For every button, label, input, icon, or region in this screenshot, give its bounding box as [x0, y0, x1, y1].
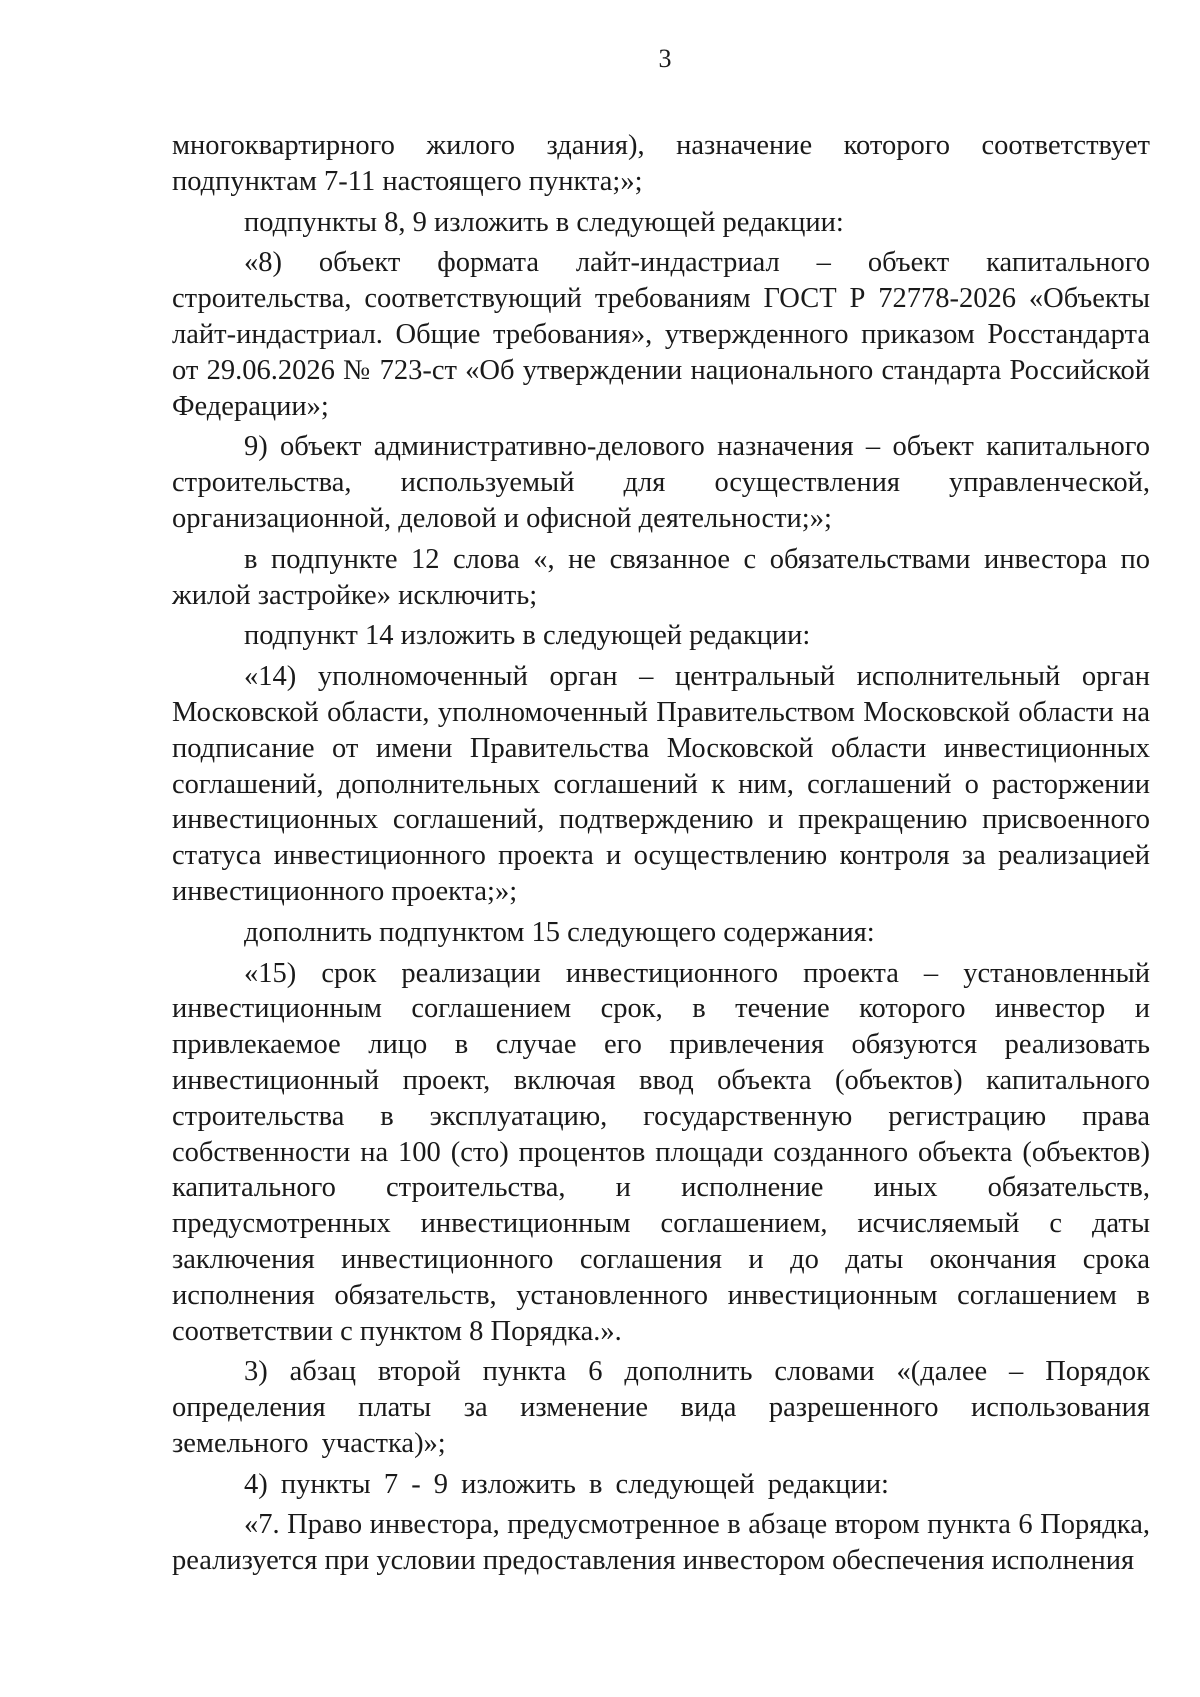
paragraph-subitem-8: «8) объект формата лайт-индастриал – объект капитального строительства, соответствующий требованиям ГОСТ Р 72778-2026 «Объекты лайт-индастриал. Общие требования», утвержденного приказом Росстандарта от 29.06.2026 № 723-ст «Об утверждении национального стандарта Российской Федерации»;: [172, 247, 1150, 422]
paragraph-point-7: «7. Право инвестора, предусмотренное в абзаце втором пункта 6 Порядка, реализуется при условии предоставления инвестором обеспечения исполнения: [172, 1509, 1150, 1577]
paragraph-item-4: 4) пункты 7 - 9 изложить в следующей редакции:: [244, 1468, 889, 1500]
paragraph-instruction-subitem-14: подпункт 14 изложить в следующей редакции:: [244, 620, 811, 652]
paragraph-instruction-subitems-8-9: подпункты 8, 9 изложить в следующей редакции:: [244, 206, 844, 238]
document-body: [172, 128, 1150, 1584]
paragraph-subitem-14: «14) уполномоченный орган – центральный исполнительный орган Московской области, уполномоченный Правительством Московской области на подписание от имени Правительства Московской области инвестиционных соглашений, дополнительных соглашений к ним, соглашений о расторжении инвестиционных соглашений, подтверждению и прекращению присвоенного статуса инвестиционного проекта и осуществлению контроля за реализацией инвестиционного проекта;»;: [172, 661, 1150, 907]
page-number: 3: [658, 44, 672, 73]
paragraph-subitem-9: 9) объект административно-делового назначения – объект капитального строительства, используемый для осуществления управленческой, организационной, деловой и офисной деятельности;»;: [172, 431, 1150, 534]
paragraph-subitem-15: «15) срок реализации инвестиционного проекта – установленный инвестиционным соглашением срок, в течение которого инвестор и привлекаемое лицо в случае его привлечения обязуются реализовать инвестиционный проект, включая ввод объекта (объектов) капитального строительства в эксплуатацию, государственную регистрацию права собственности на 100 (сто) процентов площади созданного объекта (объектов) капитального строительства, и исполнение иных обязательств, предусмотренных инвестиционным соглашением, исчисляемый с даты заключения инвестиционного соглашения и до даты окончания срока исполнения обязательств, установленного инвестиционным соглашением в соответствии с пунктом 8 Порядка.».: [172, 957, 1150, 1347]
paragraph-item-3: 3) абзац второй пункта 6 дополнить словами «(далее – Порядок определения платы за изменение вида разрешенного использования земельного участка)»;: [172, 1356, 1150, 1459]
paragraph-continuation: многоквартирного жилого здания), назначение которого соответствует подпунктам 7-11 настоящего пункта;»;: [172, 130, 1150, 197]
paragraph-subitem-12-edit: в подпункте 12 слова «, не связанное с обязательствами инвестора по жилой застройке» исключить;: [172, 543, 1150, 611]
paragraph-instruction-subitem-15: дополнить подпунктом 15 следующего содержания:: [244, 916, 875, 948]
